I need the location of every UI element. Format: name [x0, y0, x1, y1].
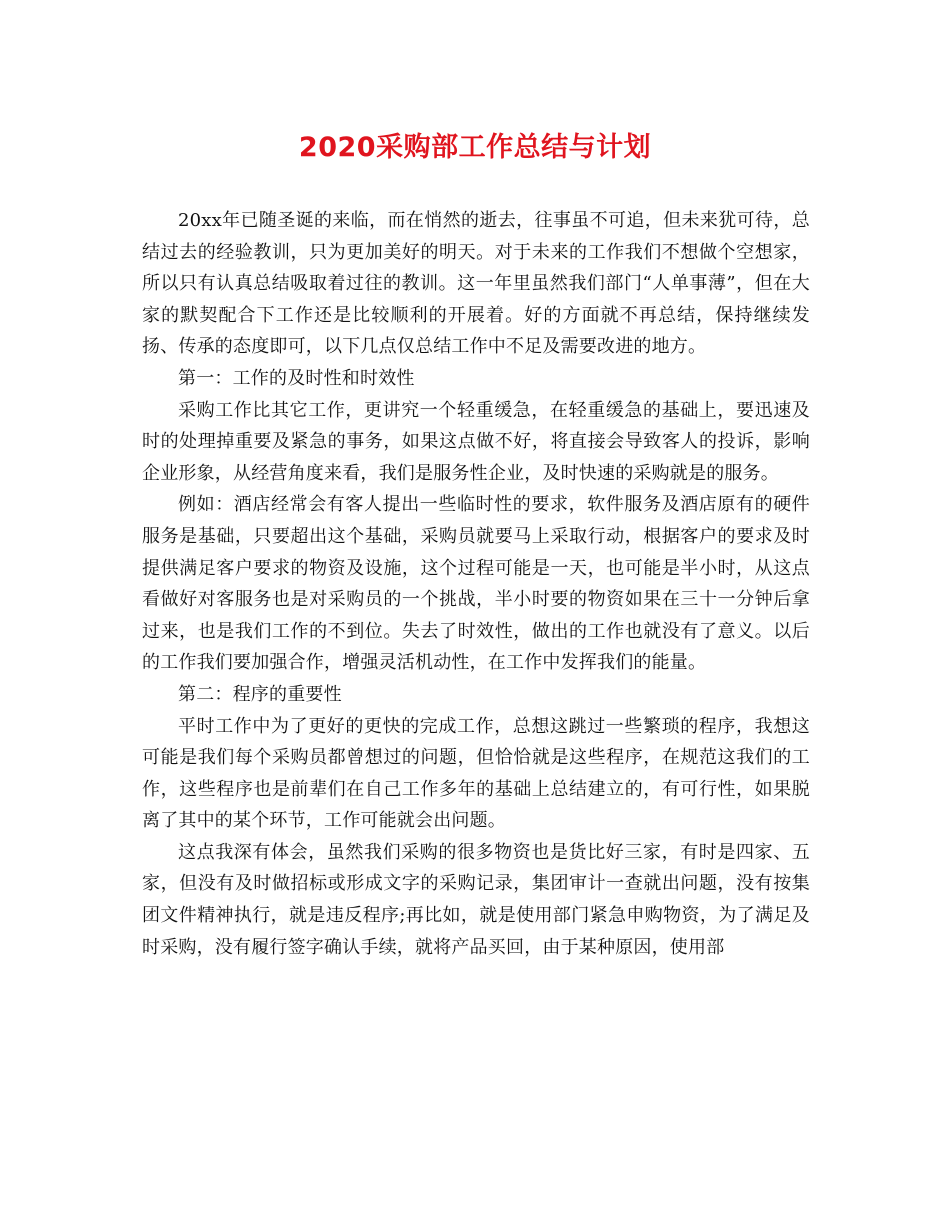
section-heading-1: 第一：工作的及时性和时效性	[178, 367, 415, 389]
section-heading-2: 第二：程序的重要性	[178, 683, 342, 705]
paragraph-timeliness: 采购工作比其它工作，更讲究一个轻重缓急，在轻重缓急的基础上，要迅速及时的处理掉重要及紧急的事务，如果这点做不好，将直接会导致客人的投诉，影响企业形象，从经营角度来看，我们是服务性企业，及时快速的采购就是的服务。	[142, 399, 810, 484]
paragraph-procedure: 平时工作中为了更好的更快的完成工作，总想这跳过一些繁琐的程序，我想这可能是我们每个采购员都曾想过的问题，但恰恰就是这些程序，在规范这我们的工作，这些程序也是前辈们在自己工作多年的基础上总结建立的，有可行性，如果脱离了其中的某个环节，工作可能就会出问题。	[142, 715, 810, 832]
paragraph-example: 例如：酒店经常会有客人提出一些临时性的要求，软件服务及酒店原有的硬件服务是基础，只要超出这个基础，采购员就要马上采取行动，根据客户的要求及时提供满足客户要求的物资及设施，这个过程可能是一天，也可能是半小时，从这点看做好对客服务也是对采购员的一个挑战，半小时要的物资如果在三十一分钟后拿过来，也是我们工作的不到位。失去了时效性，做出的工作也就没有了意义。以后的工作我们要加强合作，增强灵活机动性，在工作中发挥我们的能量。	[142, 494, 810, 674]
paragraph-intro: 20xx年已随圣诞的来临，而在悄然的逝去，往事虽不可追，但未来犹可待，总结过去的经验教训，只为更加美好的明天。对于未来的工作我们不想做个空想家，所以只有认真总结吸取着过往的教训。这一年里虽然我们部门“人单事薄”，但在大家的默契配合下工作还是比较顺利的开展着。好的方面就不再总结，保持继续发扬、传承的态度即可，以下几点仅总结工作中不足及需要改进的地方。	[142, 210, 810, 358]
paragraph-experience: 这点我深有体会，虽然我们采购的很多物资也是货比好三家，有时是四家、五家，但没有及时做招标或形成文字的采购记录，集团审计一查就出问题，没有按集团文件精神执行，就是违反程序;再比如，就是使用部门紧急申购物资，为了满足及时采购，没有履行签字确认手续，就将产品买回，由于某种原因，使用部	[142, 841, 810, 958]
document-body	[142, 205, 810, 963]
document-title: 2020采购部工作总结与计划	[298, 132, 652, 163]
